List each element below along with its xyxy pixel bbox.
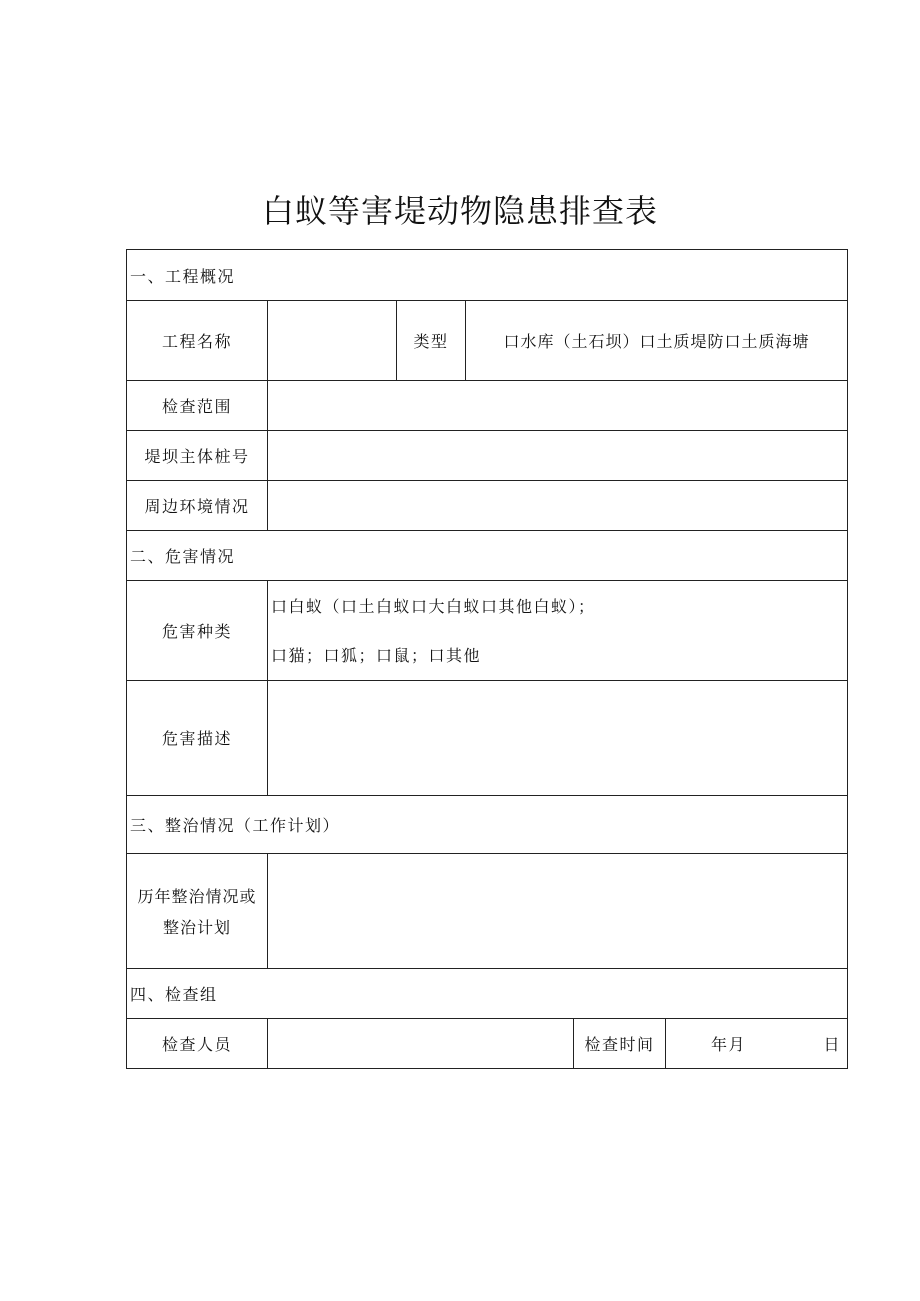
history-label-line1: 历年整治情况或 <box>137 886 257 906</box>
hazard-kind-line-other-animals[interactable]: 口猫；口狐；口鼠；口其他 <box>271 646 482 665</box>
hazard-kind-label: 危害种类 <box>161 621 232 641</box>
station-label: 堤坝主体桩号 <box>144 446 250 466</box>
inspector-label: 检查人员 <box>161 1034 232 1054</box>
date-year-month: 年月 <box>711 1034 747 1054</box>
history-label <box>127 853 267 968</box>
project-name-field[interactable] <box>268 300 396 380</box>
type-label: 类型 <box>413 331 449 351</box>
inspection-time-label: 检查时间 <box>584 1034 655 1054</box>
section-heading-overview: 一、工程概况 <box>130 266 236 286</box>
history-field[interactable] <box>268 853 847 968</box>
section-heading-inspection-team: 四、检查组 <box>130 984 218 1004</box>
inspection-date-field[interactable] <box>666 1018 847 1068</box>
date-day: 日 <box>823 1034 841 1054</box>
environment-field[interactable] <box>268 480 847 530</box>
hazard-desc-field[interactable] <box>268 680 847 795</box>
project-name-label: 工程名称 <box>161 331 232 351</box>
section-heading-remediation: 三、整治情况（工作计划） <box>130 815 341 835</box>
hazard-desc-label: 危害描述 <box>161 729 232 748</box>
section-heading-hazard: 二、危害情况 <box>130 546 236 566</box>
form-title: 白蚁等害堤动物隐患排查表 <box>261 192 658 230</box>
environment-label: 周边环境情况 <box>144 496 250 516</box>
station-field[interactable] <box>268 430 847 480</box>
hazard-kind-options[interactable] <box>268 580 847 680</box>
type-options[interactable]: 口水库（土石坝）口土质堤防口土质海塘 <box>503 331 810 351</box>
history-label-line2: 整治计划 <box>162 917 231 937</box>
inspection-form <box>126 249 848 1069</box>
inspector-field[interactable] <box>268 1018 573 1068</box>
scope-field[interactable] <box>268 380 847 430</box>
hazard-kind-line-termite[interactable]: 口白蚁（口土白蚁口大白蚁口其他白蚁）； <box>271 597 596 616</box>
scope-label: 检查范围 <box>161 396 232 416</box>
